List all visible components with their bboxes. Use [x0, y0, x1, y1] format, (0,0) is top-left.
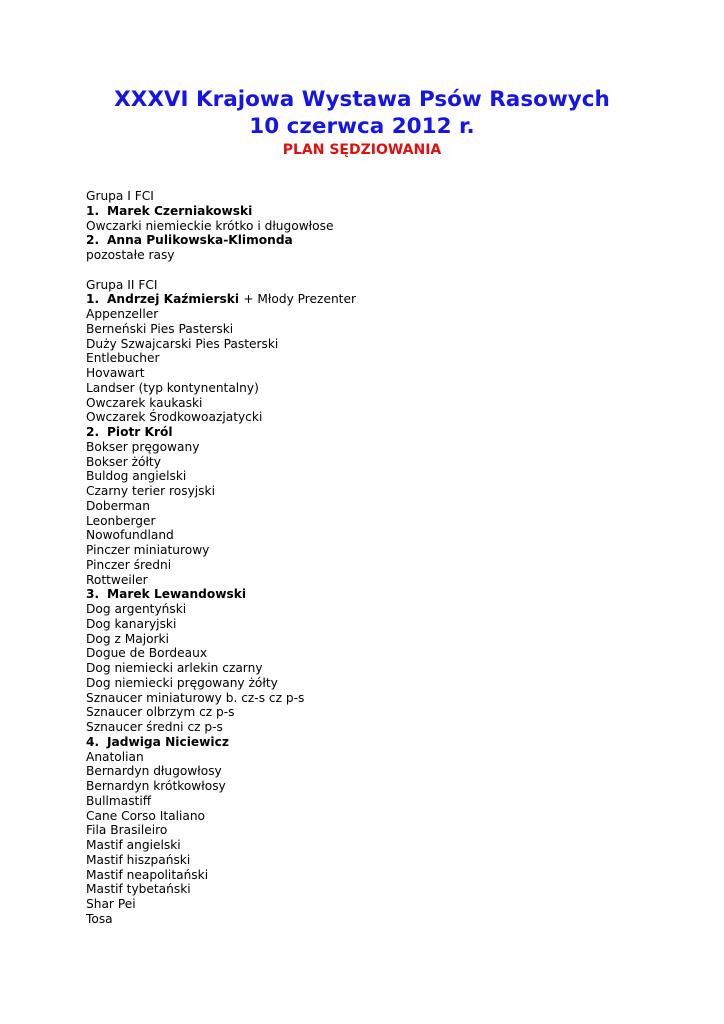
breed-item: Sznaucer miniaturowy b. cz-s cz p-s [86, 690, 305, 705]
breed-item: Berneński Pies Pasterski [86, 321, 234, 336]
breed-item: Dog kanaryjski [86, 616, 177, 631]
breed-item: Bernardyn długowłosy [86, 764, 222, 779]
breed-item: Mastif angielski [86, 838, 181, 852]
judge-number: 1. [86, 292, 100, 307]
judge-number: 2. [86, 233, 100, 248]
breed-item: Entlebucher [86, 351, 160, 366]
breed-item: Doberman [86, 498, 150, 513]
judge-number: 2. [86, 425, 100, 439]
group-spacer [86, 263, 686, 278]
breed-item: Owczarek Środkowoazjatycki [86, 410, 263, 425]
breed-item: Nowofundland [86, 528, 174, 543]
breed-item: Hovawart [86, 366, 145, 380]
breed-item: Buldog angielski [86, 469, 187, 484]
judge-line [86, 735, 686, 750]
breed-item: Bokser pręgowany [86, 439, 200, 454]
judge-note: + Młody Prezenter [243, 292, 356, 307]
breed-item: Dog z Majorki [86, 631, 170, 646]
judge-line [86, 204, 686, 219]
judge-name: Marek Czerniakowski [107, 203, 253, 218]
breed-item: Tosa [86, 911, 113, 926]
breed-item: Pinczer średni [86, 557, 172, 572]
document-header [0, 86, 724, 159]
breed-item: Landser (typ kontynentalny) [86, 380, 259, 395]
breed-item: Dog argentyński [86, 602, 187, 616]
breed-item: Mastif neapolitański [86, 867, 209, 882]
title-line-1: XXXVI Krajowa Wystawa Psów Rasowych [114, 87, 610, 112]
breed-item: Rottweiler [86, 572, 148, 587]
judging-plan-content [86, 189, 686, 927]
breed-item: Appenzeller [86, 307, 159, 321]
judge-name: Marek Lewandowski [107, 587, 247, 602]
title-line-2: 10 czerwca 2012 r. [249, 114, 475, 139]
breed-item: Sznaucer olbrzym cz p-s [86, 705, 235, 720]
judge-name: Piotr Król [107, 425, 173, 439]
breed-item: Owczarek kaukaski [86, 395, 203, 410]
breed-item: Bokser żółty [86, 454, 161, 469]
judge-line [86, 587, 686, 602]
breed-item: Shar Pei [86, 897, 136, 911]
judge-number: 4. [86, 734, 100, 749]
breed-item: Duży Szwajcarski Pies Pasterski [86, 336, 279, 351]
breed-item: Bernardyn krótkowłosy [86, 779, 226, 793]
judge-number: 1. [86, 203, 100, 218]
group-label: Grupa I FCI [86, 189, 154, 203]
breed-item: Mastif tybetański [86, 882, 191, 897]
judge-line [86, 233, 686, 248]
breed-item: Anatolian [86, 749, 144, 764]
breed-item: Bullmastiff [86, 793, 152, 808]
breed-item: Fila Brasileiro [86, 823, 168, 838]
breed-item: pozostałe rasy [86, 248, 175, 262]
breed-item: Dog niemiecki pręgowany żółty [86, 675, 278, 690]
breed-item: Owczarki niemieckie krótko i długowłose [86, 218, 334, 233]
breed-item: Czarny terier rosyjski [86, 484, 215, 498]
breed-item: Cane Corso Italiano [86, 808, 205, 823]
breed-item: Leonberger [86, 513, 156, 528]
breed-item: Dog niemiecki arlekin czarny [86, 661, 263, 675]
group-label: Grupa II FCI [86, 277, 158, 292]
breed-item: Sznaucer średni cz p-s [86, 720, 223, 734]
judge-line [86, 292, 686, 307]
judge-line [86, 425, 686, 440]
judge-name: Anna Pulikowska-Klimonda [107, 233, 293, 248]
judge-number: 3. [86, 587, 100, 602]
breed-item: Pinczer miniaturowy [86, 543, 210, 557]
judge-name: Andrzej Kaźmierski [107, 292, 240, 307]
breed-item: Dogue de Bordeaux [86, 646, 208, 661]
subtitle: PLAN SĘDZIOWANIA [282, 142, 442, 158]
breed-item: Mastif hiszpański [86, 852, 191, 867]
judge-name: Jadwiga Niciewicz [107, 734, 229, 749]
